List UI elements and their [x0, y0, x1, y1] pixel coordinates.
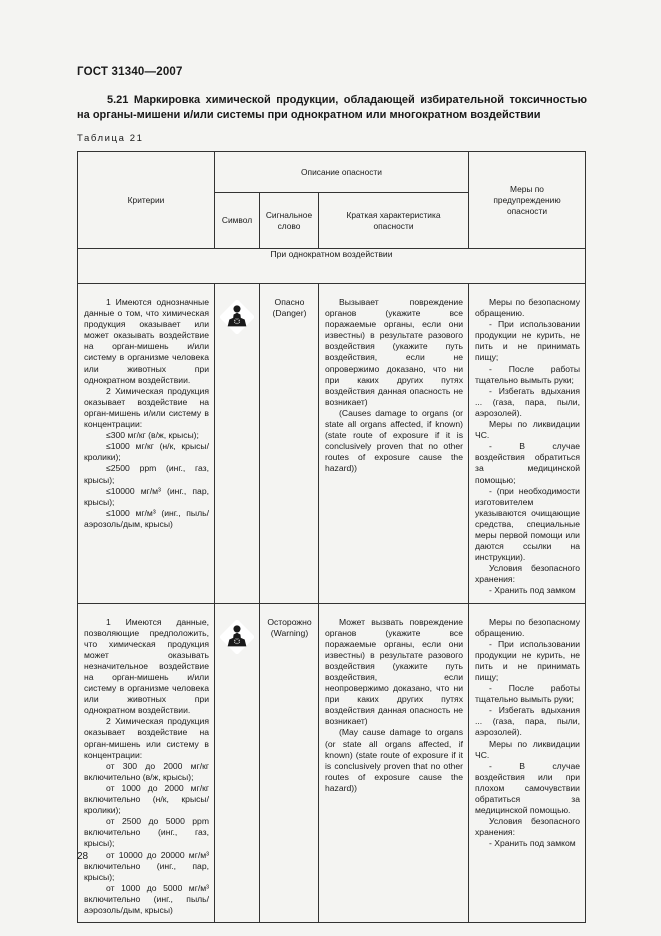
criteria-text: ≤2500 ppm (инг., газ, крысы);	[84, 463, 209, 485]
criteria-text: от 2500 до 5000 ppm включительно (инг., газ, крысы);	[84, 816, 209, 849]
criteria-text: 2 Химическая продукция оказывает воздействие на орган-мишень и/или систему в концентрации:	[84, 385, 209, 430]
symbol-header: Символ	[215, 193, 260, 249]
section-label: При однократном воздействии	[78, 249, 586, 284]
symbol-cell	[215, 603, 260, 923]
prevention-text: - Хранить под замком	[489, 838, 576, 849]
criteria-header: Критерии	[78, 152, 215, 249]
short-char-header: Краткая характеристика опасности	[319, 193, 469, 249]
signal-word-header: Сигнальное слово	[260, 193, 319, 249]
criteria-text: ≤10000 мг/м³ (инг., пар, крысы);	[84, 485, 209, 507]
criteria-text: ≤1000 мг/кг (н/к, крысы/ кролики);	[84, 441, 209, 463]
prevention-text: Меры по ликвидации ЧС.	[475, 738, 580, 760]
table-row	[78, 603, 586, 923]
short-char-text: (Causes damage to organs (or state all organs affected, if known) (state route of exposure if it is conclusively proven that no other routes of exposure cause the hazard))	[325, 407, 463, 474]
hazard-table	[77, 151, 586, 923]
prevention-text: Меры по безопасному обращению.	[475, 616, 580, 638]
page-number: 28	[77, 851, 89, 862]
short-char-cell	[319, 603, 469, 923]
health-hazard-icon	[220, 300, 254, 334]
criteria-text: от 300 до 2000 мг/кг включительно (в/ж, крысы);	[84, 760, 209, 782]
prevention-text: - В случае воздействия или при плохом самочувствии обратиться за медицинской помощью.	[475, 760, 580, 816]
prevention-text: - После работы тщательно вымыть руки;	[475, 683, 580, 705]
prevention-text: - (при необходимости изготовителем указываются очищающие средства, специальные меры первой помощи или даются ссылки на инструкции).	[475, 485, 580, 563]
criteria-text: от 1000 до 2000 мг/кг включительно (н/к, крысы/ кролики);	[84, 782, 209, 816]
signal-word-cell: Опасно (Danger)	[260, 284, 319, 604]
short-char-text: Вызывает повреждение органов (укажите все поражаемые органы, если они известны) в результате разового воздействия (укажите путь воздействия, если не опровержимо доказано, что ни при каких других путях воздействия данная опасность не возникает)	[325, 297, 463, 407]
prevention-text: - После работы тщательно вымыть руки;	[475, 363, 580, 385]
prevention-text: Условия безопасного хранения:	[475, 816, 580, 838]
prevention-text: Меры по безопасному обращению.	[475, 297, 580, 319]
table-caption: Таблица 21	[77, 133, 144, 144]
prevention-cell	[469, 284, 586, 604]
criteria-cell	[78, 603, 215, 923]
section-title: 5.21 Маркировка химической продукции, обладающей избирательной токсичностью на органы-мишени и/или системы при однократном или многократном воздействии	[77, 94, 587, 121]
document-code: ГОСТ 31340—2007	[77, 66, 183, 78]
prevention-header: Меры по предупреждению опасности	[469, 152, 586, 249]
prevention-text: - Избегать вдыхания ... (газа, пара, пыли, аэрозолей).	[475, 385, 580, 418]
short-char-text: Может вызвать повреждение органов (укажите все поражаемые органы, если они известны) в результате разового воздействия (укажите путь воздействия, если неопровержимо доказано, что ни при каких других путях воздействия данная опасность не возникает)	[325, 616, 463, 727]
prevention-text: - Избегать вдыхания ... (газа, пара, пыли, аэрозолей).	[475, 705, 580, 738]
symbol-cell	[215, 284, 260, 604]
short-char-text: (May cause damage to organs (or state all organs affected, if known) (state route of exposure if it is conclusively proven that no other routes of exposure cause the hazard))	[325, 727, 463, 793]
prevention-text: - В случае воздействия обратиться за медицинской помощью;	[475, 441, 580, 485]
criteria-text: 1 Имеются данные, позволяющие предположить, что химическая продукция может оказывать незначительное воздействие на орган-мишень и/или систему в организме человека или животных при однократном воздействии.	[84, 616, 209, 716]
criteria-cell	[78, 284, 215, 604]
signal-word-cell: Осторожно (Warning)	[260, 603, 319, 923]
prevention-text: - Хранить под замком	[489, 585, 576, 596]
hazard-description-header: Описание опасности	[215, 152, 469, 193]
health-hazard-icon	[220, 620, 254, 654]
table-row	[78, 284, 586, 604]
short-char-cell	[319, 284, 469, 604]
criteria-text: 2 Химическая продукция оказывает воздействие на орган-мишень или систему в концентрации:	[84, 716, 209, 760]
criteria-text: 1 Имеются однозначные данные о том, что химическая продукция оказывает или может оказывать воздействие на орган-мишень и/или систему в организме человека или животных при однократном воздействии.	[84, 297, 209, 385]
prevention-text: Меры по ликвидации ЧС.	[475, 419, 580, 441]
criteria-text: от 10000 до 20000 мг/м³ включительно (инг., пар, крысы);	[84, 849, 209, 882]
prevention-cell	[469, 603, 586, 923]
criteria-text: ≤300 мг/кг (в/ж, крысы);	[106, 430, 199, 441]
prevention-text: - При использовании продукции не курить, не пить и не принимать пищу;	[475, 319, 580, 363]
prevention-text: Условия безопасного хранения:	[475, 563, 580, 585]
criteria-text: ≤1000 мг/м³ (инг., пыль/ аэрозоль/дым, крысы)	[84, 507, 209, 529]
prevention-text: - При использовании продукции не курить, не пить и не принимать пищу;	[475, 638, 580, 682]
criteria-text: от 1000 до 5000 мг/м³ включительно (инг., пыль/ аэрозоль/дым, крысы)	[84, 882, 209, 915]
